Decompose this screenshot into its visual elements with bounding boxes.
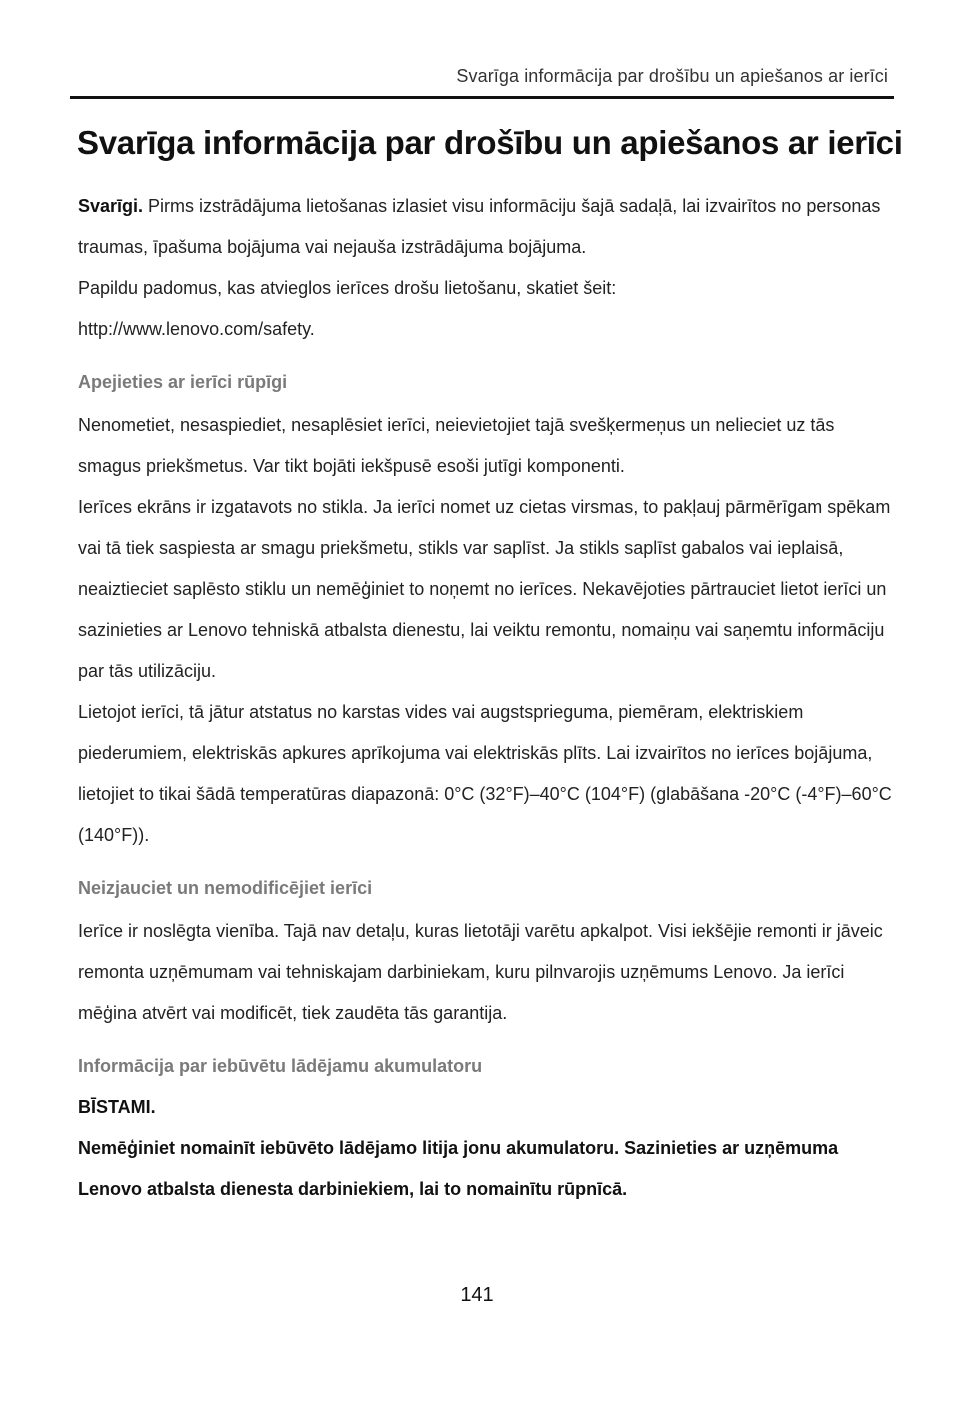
section-heading-battery: Informācija par iebūvētu lādējamu akumulatoru bbox=[78, 1056, 483, 1076]
safety-url[interactable]: http://www.lenovo.com/safety. bbox=[78, 319, 315, 339]
section-heading-no-modify: Neizjauciet un nemodificējiet ierīci bbox=[78, 878, 373, 898]
intro-tips: Papildu padomus, kas atvieglos ierīces drošu lietošanu, skatiet šeit: bbox=[78, 278, 617, 298]
intro-lead: Svarīgi. bbox=[78, 196, 144, 216]
care-paragraph-2: Ierīces ekrāns ir izgatavots no stikla. Ja ierīci nomet uz cietas virsmas, to pakļauj pārmērīgam spēkam vai tā tiek saspiesta ar smagu priekšmetu, stikls var saplīst. Ja stikls saplīst gabalos vai ieplaisā, neaiztieciet saplēsto stiklu un nemēģiniet to noņemt no ierīces. Nekavējoties pārtrauciet lietot ierīci un sazinieties ar Lenovo tehniskā atbalsta dienestu, lai veiktu remontu, nomaiņu vai saņemtu informāciju par tās utilizāciju. bbox=[78, 497, 891, 681]
header-rule bbox=[70, 96, 894, 99]
danger-text: Nemēģiniet nomainīt iebūvēto lādējamo litija jonu akumulatoru. Sazinieties ar uzņēmuma Lenovo atbalsta dienesta darbiniekiem, lai to nomainītu rūpnīcā. bbox=[78, 1138, 839, 1199]
care-paragraph-3: Lietojot ierīci, tā jātur atstatus no karstas vides vai augstsprieguma, piemēram, elektriskiem piederumiem, elektriskās apkures aprīkojuma vai elektriskās plīts. Lai izvairītos no ierīces bojājuma, lietojiet to tikai šādā temperatūras diapazonā: 0°C (32°F)–40°C (104°F) (glabāšana -20°C (-4°F)–60°C (140°F)). bbox=[78, 702, 892, 845]
page-title: Svarīga informācija par drošību un apiešanos ar ierīci bbox=[77, 124, 903, 161]
intro-paragraph bbox=[78, 186, 896, 268]
intro-text: Pirms izstrādājuma lietošanas izlasiet visu informāciju šajā sadaļā, lai izvairītos no personas traumas, īpašuma bojājuma vai nejauša izstrādājuma bojājuma. bbox=[78, 196, 881, 257]
page-number: 141 bbox=[460, 1284, 494, 1306]
section-heading-care: Apejieties ar ierīci rūpīgi bbox=[78, 372, 288, 392]
running-header: Svarīga informācija par drošību un apiešanos ar ierīci bbox=[456, 66, 888, 86]
care-paragraph-1: Nenometiet, nesaspiediet, nesaplēsiet ierīci, neievietojiet tajā svešķermeņus un nelieciet uz tās smagus priekšmetus. Var tikt bojāti iekšpusē esoši jutīgi komponenti. bbox=[78, 415, 835, 476]
danger-label: BĪSTAMI. bbox=[78, 1097, 156, 1117]
content-body bbox=[78, 186, 896, 1210]
no-modify-paragraph: Ierīce ir noslēgta vienība. Tajā nav detaļu, kuras lietotāji varētu apkalpot. Visi iekšējie remonti ir jāveic remonta uzņēmumam vai tehniskajam darbiniekam, kuru pilnvarojis uzņēmums Lenovo. Ja ierīci mēģina atvērt vai modificēt, tiek zaudēta tās garantija. bbox=[78, 921, 883, 1023]
